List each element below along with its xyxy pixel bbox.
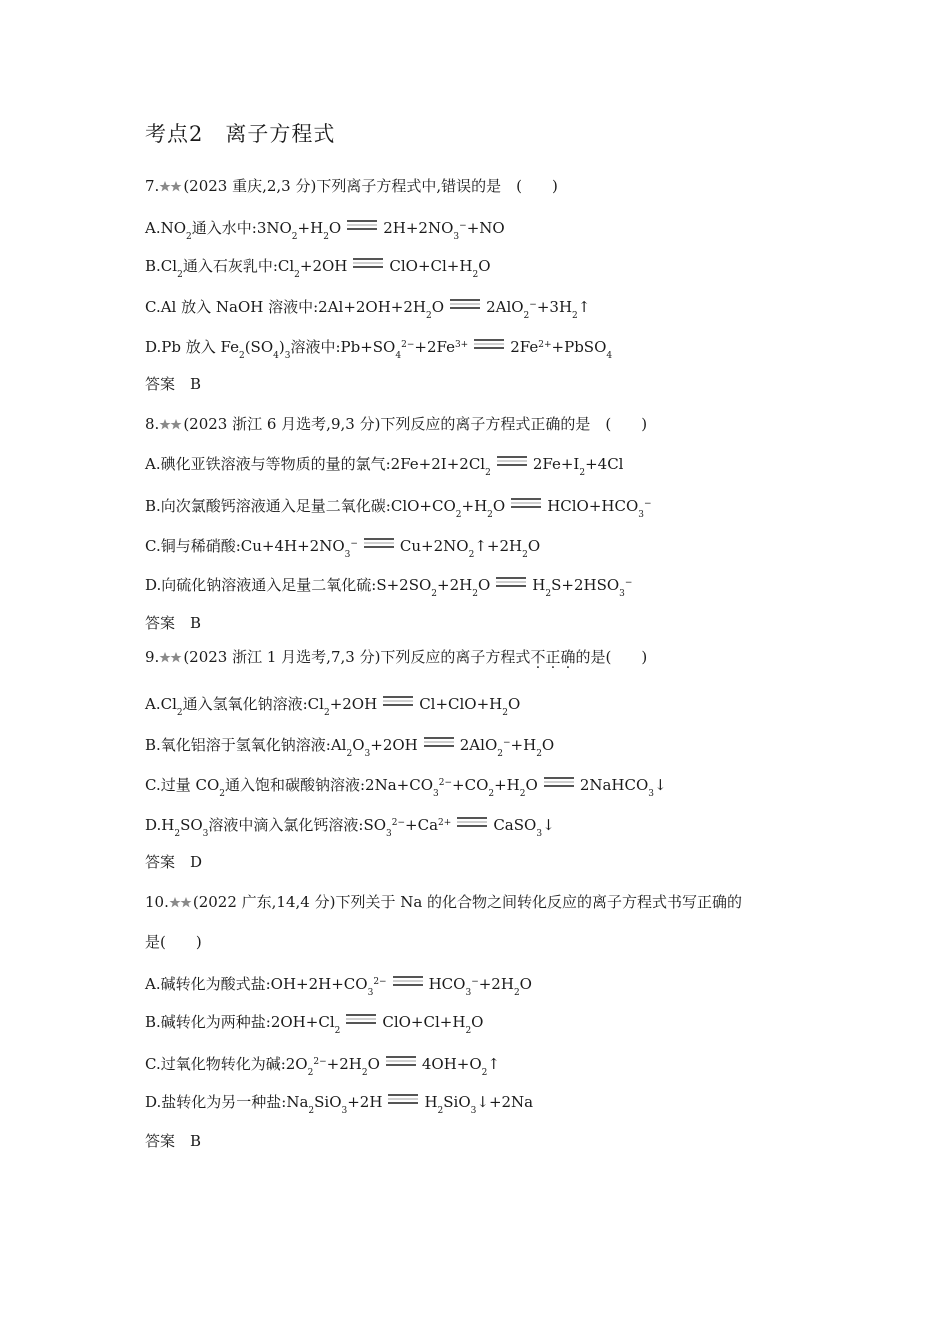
q9-stem: 9. (2023 浙江 1 月选考,7,3 分)下列反应的离子方程式不正确的是( ) [145, 648, 648, 666]
section-title: 考点2 离子方程式 [145, 122, 336, 146]
q8-stem: 8. (2023 浙江 6 月选考,9,3 分)下列反应的离子方程式正确的是 ( ) [145, 415, 648, 433]
equals-sign-icon [497, 456, 527, 466]
equals-sign-icon [457, 817, 487, 827]
q10-option-c: C.过氧化物转化为碱$:2O_2^{2-}+2H_2O$ $4OH+O_2↑$ [145, 1055, 500, 1078]
q9-answer: 答案 D [145, 853, 203, 871]
q9-option-c: C.过量 $CO_2$通入饱和碳酸钠溶液$:2Na+CO_3^{2-}+CO_2+H_2O$ 2NaHCO$_3$↓ [145, 776, 667, 799]
q7-answer: 答案 B [145, 375, 202, 393]
equals-sign-icon [364, 538, 394, 548]
q8-option-a: A.碘化亚铁溶液与等物质的量的氯气$:2Fe+2I+2Cl_2$ $2Fe+I_2+4Cl$ [145, 455, 624, 478]
equals-sign-icon [347, 220, 377, 230]
q8-option-b: B.向次氯酸钙溶液通入足量二氧化碳$:ClO+CO_2+H_2O$ $HClO+HCO_3^-$ [145, 497, 652, 520]
equals-sign-icon [511, 498, 541, 508]
equals-sign-icon [544, 777, 574, 787]
equals-sign-icon [496, 577, 526, 587]
equals-sign-icon [393, 976, 423, 986]
equals-sign-icon [383, 696, 413, 706]
equals-sign-icon [388, 1094, 418, 1104]
difficulty-stars-icon [159, 180, 183, 193]
equals-sign-icon [450, 299, 480, 309]
q8-option-d: D.向硫化钠溶液通入足量二氧化硫$:S+2SO_2+2H_2O$ $H_2S+2HSO_3^-$ [145, 576, 633, 599]
q9-option-a: $A.Cl_2$通入氢氧化钠溶液$:Cl_2+2OH$ $Cl+ClO+H_2O$ [145, 695, 521, 718]
q9-option-d: $D.H_2SO_3$溶液中滴入氯化钙溶液$:SO_3^{2-}+Ca^{2+}$ CaSO$_3$↓ [145, 816, 555, 839]
q7-option-b: $B.Cl_2$通入石灰乳中$:Cl_2+2OH$ $ClO+Cl+H_2O$ [145, 257, 491, 280]
equals-sign-icon [346, 1014, 376, 1024]
q10-option-b: B.碱转化为两种盐$:2OH+Cl_2$ $ClO+Cl+H_2O$ [145, 1013, 484, 1036]
q7-option-c: C.Al 放入 NaOH 溶液中$:2Al+2OH+2H_2O$ $2AlO_2^-+3H_2↑$ [145, 298, 591, 321]
q10-answer: 答案 B [145, 1132, 202, 1150]
equals-sign-icon [474, 339, 504, 349]
equals-sign-icon [424, 737, 454, 747]
q10-stem-cont: 是( ) [145, 933, 202, 951]
q7-option-a: $A.NO_2$通入水中$:3NO_2+H_2O$ $2H+2NO_3^-+NO$ [145, 219, 505, 242]
difficulty-stars-icon [159, 418, 183, 431]
q7-stem: 7. (2023 重庆,2,3 分)下列离子方程式中,错误的是 ( ) [145, 177, 558, 195]
q9-option-b: B.氧化铝溶于氢氧化钠溶液$:Al_2O_3+2OH$ $2AlO_2^-+H_2O$ [145, 736, 555, 759]
difficulty-stars-icon [169, 896, 193, 909]
q8-answer: 答案 B [145, 614, 202, 632]
q10-option-d: D.盐转化为另一种盐$:Na_2SiO_3+2H$ $H_2SiO_3↓+2Na$ [145, 1093, 534, 1116]
difficulty-stars-icon [159, 651, 183, 664]
q10-stem: 10. (2022 广东,14,4 分)下列关于 Na 的化合物之间转化反应的离子方程式书写正确的 [145, 893, 743, 911]
equals-sign-icon [386, 1056, 416, 1066]
q7-option-d: D.Pb 放入 $Fe_2(SO_4)_3$溶液中$:Pb+SO_4^{2-}+2Fe^{3+}$ $2Fe^{2+}+PbSO_4$ [145, 338, 613, 361]
q10-option-a: A.碱转化为酸式盐$:OH+2H+CO_3^{2-}$ $HCO_3^-+2H_2O$ [145, 975, 532, 998]
equals-sign-icon [353, 258, 383, 268]
q8-option-c: C.铜与稀硝酸$:Cu+4H+2NO_3^-$ $Cu+2NO_2↑+2H_2O$ [145, 537, 541, 560]
